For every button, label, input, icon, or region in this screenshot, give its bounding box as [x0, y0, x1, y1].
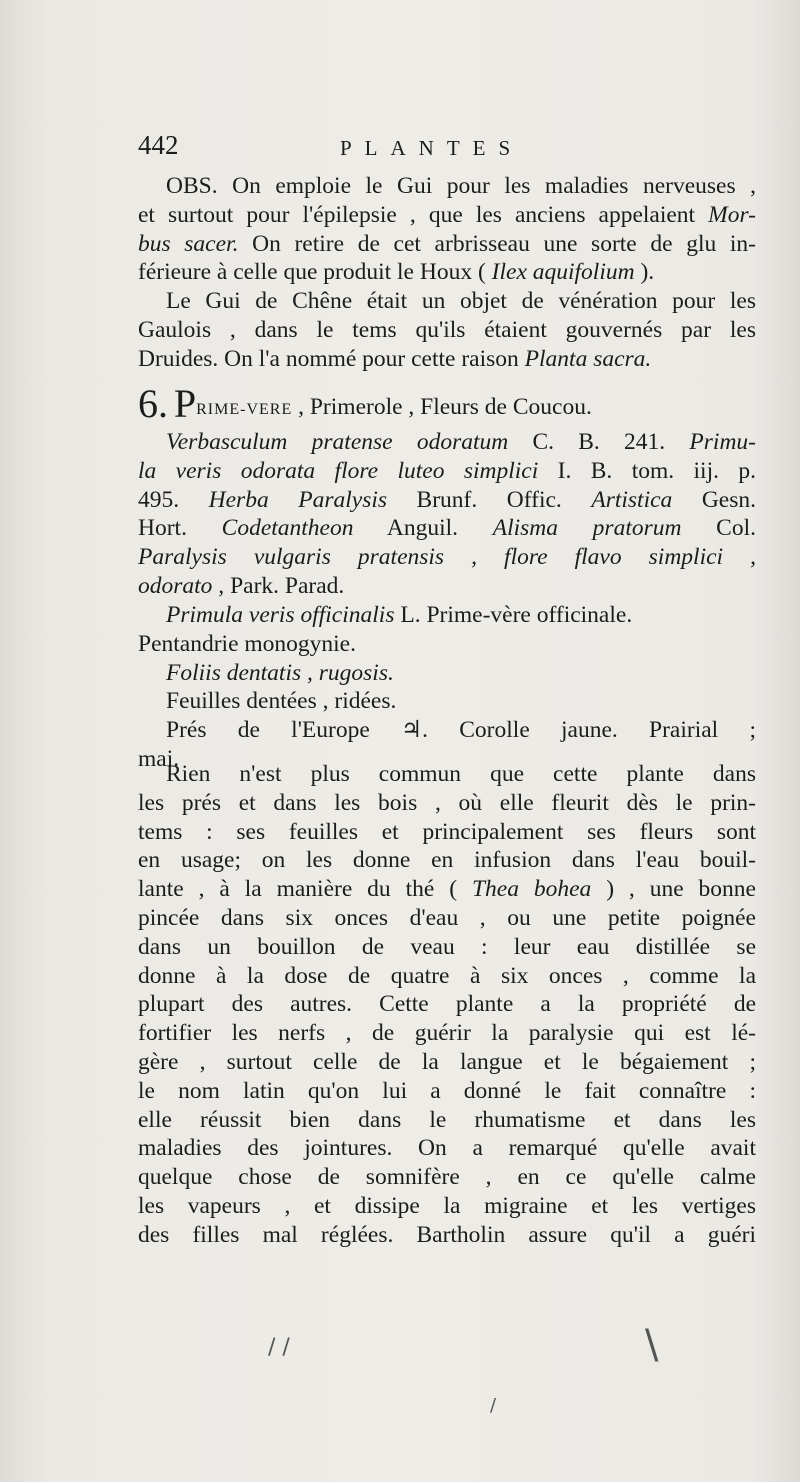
body-line: donne à la dose de quatre à six onces , comme la: [138, 962, 756, 989]
botanical-description: [138, 601, 756, 774]
body-line: le nom latin qu'on lui a donné le fait connaître :: [138, 1077, 756, 1104]
synonym-line: odorato , Park. Parad.: [138, 572, 345, 599]
entry-name-rest: , Primerole , Fleurs de Coucou.: [298, 394, 592, 420]
obs-paragraph: [138, 172, 756, 374]
entry-name-smallcaps: RIME-VERE: [196, 401, 293, 418]
synonyms-block: [138, 428, 756, 601]
body-line: tems : ses feuilles et principalement ses fleurs sont: [138, 818, 756, 845]
body-line: en usage; on les donne en infusion dans l'eau bouil-: [138, 847, 756, 874]
body-line: des filles mal réglées. Bartholin assure qu'il a guéri: [138, 1221, 756, 1248]
obs-line: Le Gui de Chêne était un objet de vénération pour les: [166, 288, 756, 315]
stray-mark: /: [490, 1395, 497, 1416]
synonym-line: Verbasculum pratense odoratum C. B. 241. Primu-: [166, 429, 756, 455]
page-header: [138, 130, 758, 170]
linnaeus-name: Primula veris officinalis L. Prime-vère officinale.: [166, 602, 633, 628]
stray-mark: / /: [268, 1335, 290, 1360]
body-line: les vapeurs , et dissipe la migraine et les vertiges: [138, 1192, 756, 1219]
body-line: pincée dans six onces d'eau , ou une petite poignée: [138, 904, 756, 931]
entry-number: 6.: [138, 381, 168, 426]
synonym-line: Hort. Codetantheon Anguil. Alisma pratorum Col.: [138, 515, 756, 542]
synonym-line: 495. Herba Paralysis Brunf. Offic. Artistica Gesn.: [138, 486, 756, 513]
french-description: Feuilles dentées , ridées.: [166, 688, 397, 715]
page-number: 442: [138, 130, 179, 160]
body-line: fortifier les nerfs , de guérir la paralysie qui est lé-: [138, 1020, 756, 1047]
obs-line: Gaulois , dans le tems qu'ils étaient gouvernés par les: [138, 316, 756, 343]
running-title: PLANTES: [340, 136, 524, 160]
obs-line: OBS. On emploie le Gui pour les maladies nerveuses ,: [166, 173, 756, 199]
obs-line: bus sacer. On retire de cet arbrisseau une sorte de glu in-: [138, 230, 756, 257]
synonym-line: Paralysis vulgaris pratensis , flore flavo simplici ,: [138, 544, 756, 571]
body-line: elle réussit bien dans le rhumatisme et dans les: [138, 1106, 756, 1133]
habitat-line: mai.: [138, 745, 180, 772]
body-line: Rien n'est plus commun que cette plante dans: [166, 761, 756, 787]
synonym-line: la veris odorata flore luteo simplici I. B. tom. iij. p.: [138, 457, 756, 484]
entry-heading: [138, 381, 756, 426]
body-line: les prés et dans les bois , où elle fleurit dès le prin-: [138, 789, 756, 816]
linnaean-class: Pentandrie monogynie.: [138, 630, 356, 657]
latin-description: Foliis dentatis , rugosis.: [166, 659, 394, 686]
habitat-line: Prés de l'Europe ♃. Corolle jaune. Prairial ;: [166, 717, 756, 744]
body-line: dans un bouillon de veau : leur eau distillée se: [138, 933, 756, 960]
body-line: quelque chose de somnifère , en ce qu'elle calme: [138, 1164, 756, 1191]
entry-initial: P: [173, 381, 197, 426]
body-paragraph: [138, 760, 756, 1250]
obs-line: Druides. On l'a nommé pour cette raison Planta sacra.: [138, 345, 652, 372]
obs-line: et surtout pour l'épilepsie , que les anciens appelaient Mor-: [138, 201, 756, 228]
body-line: gère , surtout celle de la langue et le bégaiement ;: [138, 1048, 756, 1075]
body-line: lante , à la manière du thé ( Thea bohea ) , une bonne: [138, 876, 756, 903]
stray-mark: \: [645, 1322, 659, 1368]
body-line: plupart des autres. Cette plante a la propriété de: [138, 991, 756, 1018]
body-line: maladies des jointures. On a remarqué qu'elle avait: [138, 1135, 756, 1162]
obs-line: férieure à celle que produit le Houx ( Ilex aquifolium ).: [138, 259, 655, 286]
